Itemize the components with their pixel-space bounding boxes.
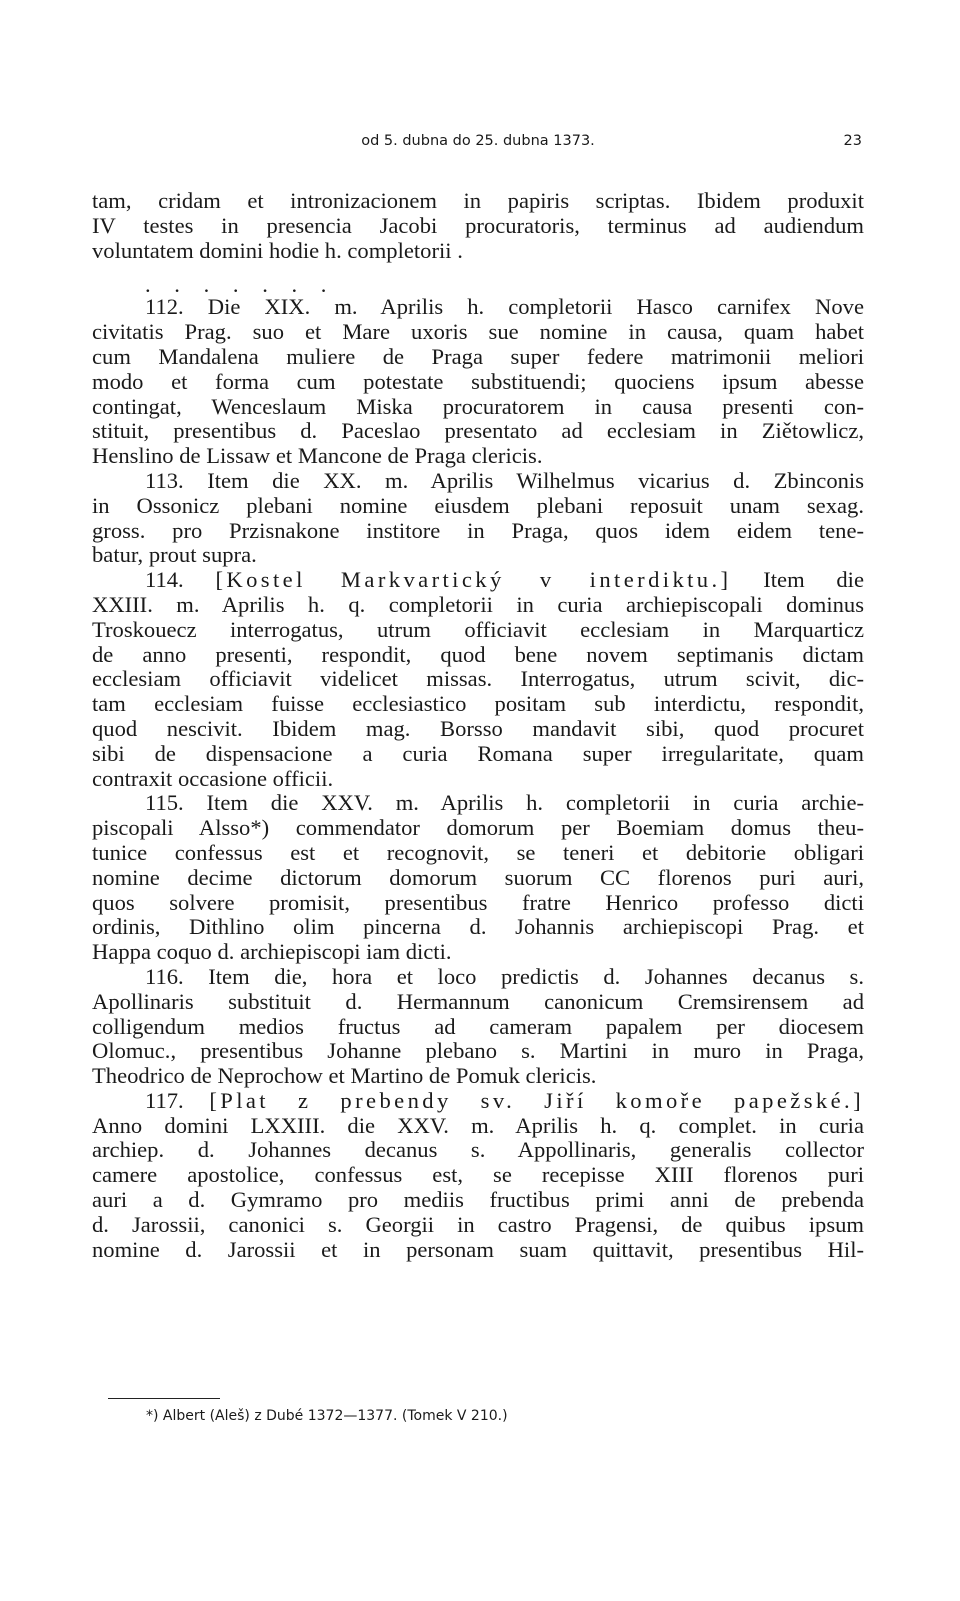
text-line: contraxit occasione officii. xyxy=(92,765,334,791)
text-line: stituit, presentibus d. Paceslao presentato ad ecclesiam in Ziětowlicz, xyxy=(92,418,864,444)
text-line: XXIII. m. Aprilis h. q. completorii in curia archiepiscopali dominus xyxy=(92,591,864,617)
footnote: *) Albert (Aleš) z Dubé 1372—1377. (Tomek V 210.) xyxy=(146,1408,508,1424)
text-line: d. Jarossii, canonici s. Georgii in castro Pragensi, de quibus ipsum xyxy=(92,1211,864,1237)
text-line: voluntatem domini hodie h. completorii . xyxy=(92,237,463,263)
text-line: ecclesiam officiavit videlicet missas. Interrogatus, utrum scivit, dic- xyxy=(92,666,864,692)
text-line: 113. Item die XX. m. Aprilis Wilhelmus vicarius d. Zbinconis xyxy=(145,467,864,493)
text-line: de anno presenti, respondit, quod bene novem septimanis dictam xyxy=(92,641,864,667)
text-line: nomine decime dictorum domorum suorum CC florenos puri auri, xyxy=(92,864,864,890)
entry-heading-line xyxy=(92,1089,864,1114)
text-line: archiep. d. Johannes decanus s. Appollinaris, generalis collector xyxy=(92,1137,864,1163)
entry-number: 114. xyxy=(145,567,184,593)
text-line: piscopali Alsso*) commendator domorum per Boemiam domus theu- xyxy=(92,815,864,841)
running-head-title: od 5. dubna do 25. dubna 1373. xyxy=(361,133,595,149)
entry-number: 117. xyxy=(145,1087,184,1113)
ellipsis-dots: . . . . . . . xyxy=(145,272,336,298)
text-line: Anno domini LXXIII. die XXV. m. Aprilis h. q. complet. in curia xyxy=(92,1112,864,1138)
entry-heading-line xyxy=(92,568,864,593)
body-text xyxy=(92,189,864,1262)
text-line: batur, prout supra. xyxy=(92,542,257,568)
text-line: Henslino de Lissaw et Mancone de Praga clericis. xyxy=(92,443,543,469)
text-line: ordinis, Dithlino olim pincerna d. Johannis archiepiscopi Prag. et xyxy=(92,914,864,940)
text-line: camere apostolice, confessus est, se recepisse XIII florenos puri xyxy=(92,1162,864,1188)
text-line: nomine d. Jarossii et in personam suam quittavit, presentibus Hil- xyxy=(92,1236,864,1262)
text-line: 115. Item die XXV. m. Aprilis h. completorii in curia archie- xyxy=(145,790,864,816)
running-head xyxy=(92,133,864,155)
text-line: sibi de dispensacione a curia Romana super irregularitate, quam xyxy=(92,740,864,766)
text-line: tam ecclesiam fuisse ecclesiastico positam sub interdictu, respondit, xyxy=(92,691,864,717)
text-line: 116. Item die, hora et loco predictis d. Johannes decanus s. xyxy=(145,963,864,989)
text-line: 112. Die XIX. m. Aprilis h. completorii Hasco carnifex Nove xyxy=(145,294,864,320)
page-number: 23 xyxy=(843,133,862,149)
text-line: Happa coquo d. archiepiscopi iam dicti. xyxy=(92,939,452,965)
text-line: tunice confessus est et recognovit, se teneri et debitorie obligari xyxy=(92,839,864,865)
text-line: modo et forma cum potestate substituendi; quociens ipsum abesse xyxy=(92,368,864,394)
footnote-divider xyxy=(108,1398,220,1399)
text-line: civitatis Prag. suo et Mare uxoris sue nomine in causa, quam habet xyxy=(92,319,864,345)
section-heading: [Kostel Markvartický v interdiktu.] xyxy=(215,567,732,593)
text-line: Theodrico de Neprochow et Martino de Pomuk clericis. xyxy=(92,1063,597,1089)
text-line: contingat, Wenceslaum Miska procuratorem in causa presenti con- xyxy=(92,393,864,419)
section-heading: [Plat z prebendy sv. Jiří komoře papežské.] xyxy=(209,1087,864,1113)
text-line: Olomuc., presentibus Johanne plebano s. Martini in muro in Praga, xyxy=(92,1038,864,1064)
text-line: quos solvere promisit, presentibus fratre Henrico professo dicti xyxy=(92,889,864,915)
text-line: gross. pro Przisnakone institore in Praga, quos idem eidem tene- xyxy=(92,517,864,543)
text-line: Apollinaris substituit d. Hermannum canonicum Cremsirensem ad xyxy=(92,988,864,1014)
text-line: quod nescivit. Ibidem mag. Borsso mandavit sibi, quod procuret xyxy=(92,715,864,741)
text-segment: Item die xyxy=(763,567,864,593)
text-line: in Ossonicz plebani nomine eiusdem plebani reposuit unam sexag. xyxy=(92,492,864,518)
text-line: Troskouecz interrogatus, utrum officiavit ecclesiam in Marquarticz xyxy=(92,616,864,642)
text-line: tam, cridam et intronizacionem in papiris scriptas. Ibidem produxit xyxy=(92,188,864,213)
text-line: colligendum medios fructus ad cameram papalem per diocesem xyxy=(92,1013,864,1039)
text-line: IV testes in presencia Jacobi procuratoris, terminus ad audiendum xyxy=(92,212,864,238)
text-line: cum Mandalena muliere de Praga super federe matrimonii meliori xyxy=(92,343,864,369)
text-line: auri a d. Gymramo pro mediis fructibus primi anni de prebenda xyxy=(92,1187,864,1213)
